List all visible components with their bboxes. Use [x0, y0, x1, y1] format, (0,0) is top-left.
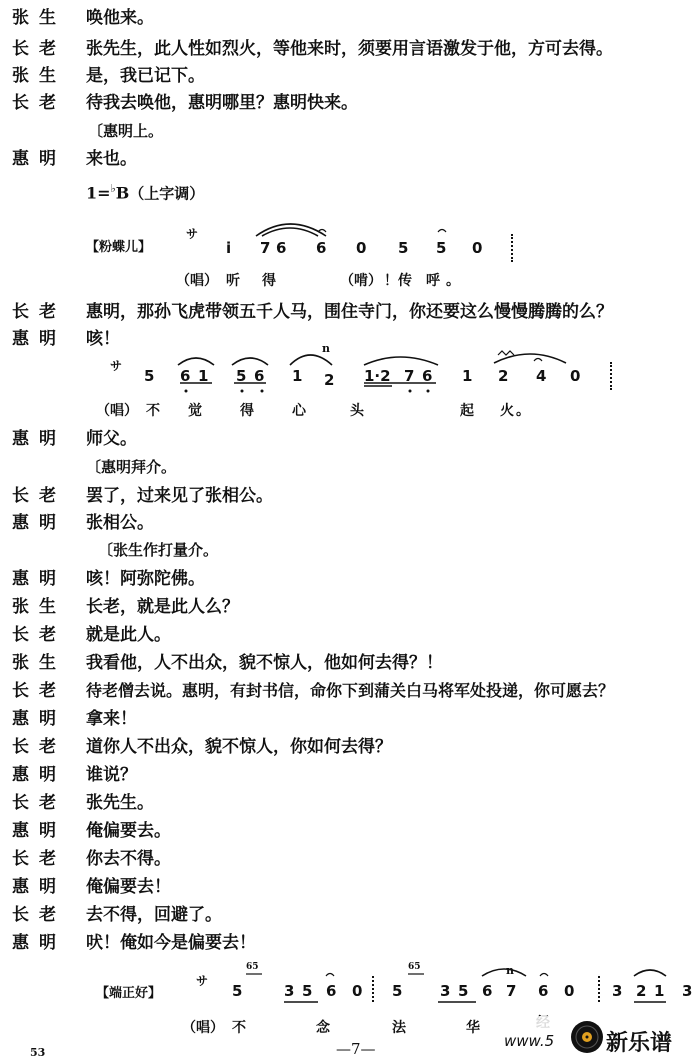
dialogue-text: 就是此人。: [86, 625, 171, 645]
dialogue-text: 拿来！: [86, 709, 137, 729]
speaker-name: 长老: [12, 737, 66, 757]
note: 0: [356, 239, 367, 257]
lyric: （唱）: [96, 403, 138, 419]
speaker-name: 长老: [12, 625, 66, 645]
note: 6: [422, 367, 433, 385]
stage-direction: 〔惠明拜介。: [86, 458, 177, 476]
note: 6: [482, 982, 493, 1000]
watermark-logo-text: 新乐谱: [606, 1031, 673, 1056]
speaker-name: 惠明: [12, 765, 66, 785]
repeat-bar: [372, 976, 374, 1002]
watermark-url: www.5: [504, 1032, 555, 1050]
note: 1: [198, 367, 209, 385]
note: 7: [506, 982, 517, 1000]
dialogue-text: 吠！俺如今是偏要去！: [86, 933, 256, 953]
lyric: （唱）: [182, 1020, 224, 1036]
stage-direction: 〔张生作打量介。: [98, 541, 219, 559]
dialogue-text: 去不得，回避了。: [86, 905, 222, 925]
lyric: 听: [226, 273, 240, 289]
note: 3: [440, 982, 451, 1000]
note: 5: [232, 982, 243, 1000]
stage-direction: 〔惠明上。: [88, 122, 164, 140]
speaker-name: 长老: [12, 905, 66, 925]
note: 2: [636, 982, 647, 1000]
free-meter-mark: サ: [196, 974, 209, 988]
note: 6: [326, 982, 337, 1000]
dialogue-text: 唤他来。: [86, 8, 154, 28]
speaker-name: 惠明: [12, 513, 66, 533]
note: 3: [612, 982, 623, 1000]
note: 5: [398, 239, 409, 257]
lyric: 华: [466, 1020, 480, 1036]
note: 1: [462, 367, 473, 385]
key-do: 1: [86, 183, 98, 203]
dialogue-text: 师父。: [86, 429, 137, 449]
bar-line: [610, 362, 612, 390]
dialogue-text: 张相公。: [86, 513, 154, 533]
dialogue-text: 俺偏要去。: [86, 821, 171, 841]
speaker-name: 惠明: [12, 429, 66, 449]
note: 5: [236, 367, 247, 385]
dialogue-text: 我看他，人不出众，貌不惊人，他如何去得？！: [86, 653, 443, 673]
lyric: 念: [316, 1020, 330, 1036]
note: 1·2: [364, 367, 391, 385]
note: 4: [536, 367, 547, 385]
note: 0: [564, 982, 575, 1000]
speaker-name: 长老: [12, 486, 66, 506]
speaker-name: 惠明: [12, 569, 66, 589]
speaker-name: 长老: [12, 39, 66, 59]
speaker-name: 张生: [12, 597, 66, 617]
dialogue-text: 罢了，过来见了张相公。: [86, 486, 273, 506]
dialogue-text: 来也。: [86, 149, 137, 169]
dialogue-text: 谁说？: [86, 765, 137, 785]
speaker-name: 惠明: [12, 149, 66, 169]
dialogue-text: 待老僧去说。惠明，有封书信，命你下到蒲关白马将军处投递，你可愿去？: [86, 681, 615, 700]
speaker-name: 长老: [12, 681, 66, 701]
note: 1: [292, 367, 303, 385]
speaker-name: 惠明: [12, 877, 66, 897]
page-number: —7—: [336, 1040, 376, 1058]
note: 5: [302, 982, 313, 1000]
dialogue-text: 道你人不出众，貌不惊人，你如何去得？: [86, 737, 392, 757]
note: 0: [352, 982, 363, 1000]
note: 6: [538, 982, 549, 1000]
dialogue-text: 待我去唤他，惠明哪里？惠明快来。: [86, 93, 358, 113]
speaker-name: 长老: [12, 849, 66, 869]
lyric: （唱）: [176, 273, 218, 289]
dialogue-text: 张先生。: [86, 793, 154, 813]
tune-name: 【端正好】: [96, 986, 162, 1001]
lyric: 起: [460, 403, 474, 419]
lyric: 觉: [188, 403, 202, 419]
lyric: 法: [392, 1020, 406, 1036]
note: 7: [404, 367, 415, 385]
note: 7: [260, 239, 271, 257]
note: 0: [472, 239, 483, 257]
vinyl-record-icon: [570, 1020, 604, 1054]
speaker-name: 张生: [12, 8, 66, 28]
note: 6: [180, 367, 191, 385]
note: 2: [324, 371, 335, 389]
key-mode: （上字调）: [129, 184, 205, 203]
dialogue-text: 张先生，此人性如烈火，等他来时，须要用言语激发于他，方可去得。: [86, 39, 613, 59]
speaker-name: 长老: [12, 302, 66, 322]
key-letter: B: [115, 183, 130, 203]
tune-name: 【粉蝶儿】: [86, 240, 152, 255]
flat-sign: ♭: [110, 182, 116, 195]
dialogue-text: 咳！阿弥陀佛。: [86, 569, 205, 589]
dialogue-text: 你去不得。: [86, 849, 171, 869]
note: 2: [498, 367, 509, 385]
note: 3: [682, 982, 693, 1000]
key-equals: =: [97, 183, 111, 203]
bar-line: [511, 234, 513, 262]
note: 6: [276, 239, 287, 257]
grace-notes: 65: [246, 962, 259, 972]
lyric: ！传: [384, 273, 412, 289]
speaker-name: 张生: [12, 66, 66, 86]
dialogue-text: 俺偏要去！: [86, 877, 171, 897]
speaker-name: 长老: [12, 93, 66, 113]
lyric: 心: [292, 403, 306, 419]
note: 5: [392, 982, 403, 1000]
note: i: [226, 239, 232, 257]
note: 1: [654, 982, 665, 1000]
n-mark: n: [506, 964, 514, 977]
lyric: 得: [262, 273, 276, 289]
dialogue-text: 咳！: [86, 329, 120, 349]
lyric: 火: [500, 403, 514, 419]
speaker-name: 长老: [12, 793, 66, 813]
note: 3: [284, 982, 295, 1000]
lyric: 呼: [426, 273, 440, 289]
slur-marks: [0, 200, 700, 260]
lyric: 不: [146, 403, 160, 419]
free-meter-mark: サ: [110, 359, 123, 373]
dialogue-text: 惠明，那孙飞虎带领五千人马，围住寺门，你还要这么慢慢腾腾的么？: [86, 302, 613, 322]
n-mark: n: [322, 342, 330, 355]
grace-notes: 65: [408, 962, 421, 972]
speaker-name: 惠明: [12, 933, 66, 953]
lyric: 。: [446, 273, 460, 289]
watermark: [496, 1016, 700, 1060]
dialogue-text: 长老，就是此人么？: [86, 597, 239, 617]
corner-page-number: 53: [30, 1046, 46, 1059]
note: 5: [458, 982, 469, 1000]
speaker-name: 惠明: [12, 709, 66, 729]
lyric: 头: [350, 403, 364, 419]
lyric: 不: [232, 1020, 246, 1036]
note: 6: [316, 239, 327, 257]
speaker-name: 惠明: [12, 329, 66, 349]
slur-marks: [0, 335, 700, 395]
repeat-bar: [598, 976, 600, 1002]
note: 6: [254, 367, 265, 385]
lyric: 得: [240, 403, 254, 419]
note: 0: [570, 367, 581, 385]
free-meter-mark: サ: [186, 227, 199, 241]
speaker-name: 张生: [12, 653, 66, 673]
speaker-name: 惠明: [12, 821, 66, 841]
note: 5: [436, 239, 447, 257]
lyric: 。: [516, 403, 530, 419]
note: 5: [144, 367, 155, 385]
slur-marks: [0, 960, 700, 1020]
dialogue-text: 是，我已记下。: [86, 66, 205, 86]
lyric: （啃）: [340, 273, 382, 289]
